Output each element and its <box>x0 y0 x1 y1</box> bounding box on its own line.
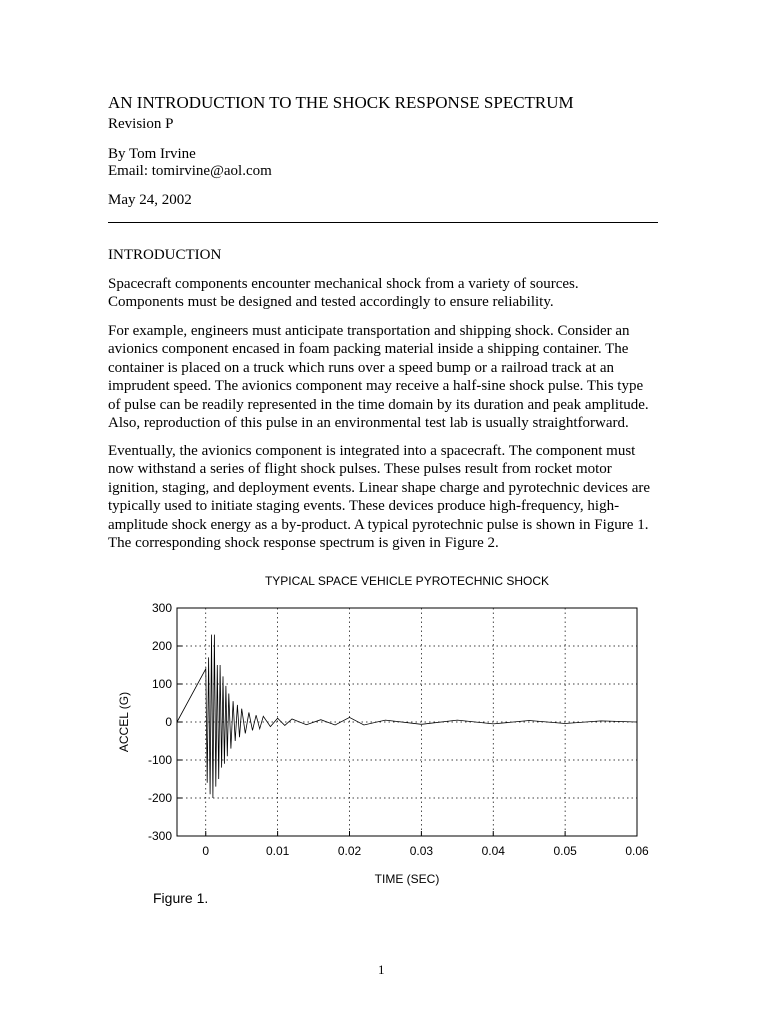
x-tick-label: 0.02 <box>337 844 362 858</box>
paragraph-line: Spacecraft components encounter mechanical shock from a variety of sources. <box>108 276 579 292</box>
paragraph-line: amplitude shock energy as a by-product. A typical pyrotechnic pulse is shown in Figure 1. <box>108 516 649 533</box>
x-tick-label: 0 <box>202 844 210 858</box>
y-tick-label: 300 <box>151 601 172 615</box>
email-line: Email: tomirvine@aol.com <box>108 163 272 179</box>
y-tick-label: -200 <box>147 791 172 805</box>
paragraph-line: typically used to initiate staging events. These devices produce high-frequency, high- <box>108 498 620 515</box>
header-rule <box>108 222 658 223</box>
paragraph-2 <box>108 322 668 432</box>
paragraph-line: imprudent speed. The avionics component may receive a half-sine shock pulse. This type <box>108 378 644 395</box>
chart-title: TYPICAL SPACE VEHICLE PYROTECHNIC SHOCK <box>264 574 550 588</box>
document-title: AN INTRODUCTION TO THE SHOCK RESPONSE SPECTRUM <box>108 93 574 112</box>
paragraph-line: The corresponding shock response spectrum is given in Figure 2. <box>108 535 499 552</box>
revision-label: Revision P <box>108 116 174 132</box>
y-tick-label: -300 <box>147 829 172 843</box>
x-tick-label: 0.05 <box>553 844 577 858</box>
figure-1-chart <box>100 565 660 895</box>
paragraph-line: avionics component encased in foam packing material inside a shipping container. The <box>108 341 629 358</box>
x-axis-label: TIME (SEC) <box>374 872 440 886</box>
figure-caption: Figure 1. <box>153 890 209 906</box>
author-line: By Tom Irvine <box>108 146 196 162</box>
paragraph-1 <box>108 275 668 312</box>
y-tick-label: 100 <box>151 677 172 691</box>
paragraph-line: container is placed on a truck which runs over a speed bump or a railroad track at an <box>108 359 615 376</box>
x-tick-label: 0.04 <box>481 844 505 858</box>
paragraph-line: now withstand a series of flight shock pulses. These pulses result from rocket motor <box>108 461 612 478</box>
paragraph-line: Components must be designed and tested accordingly to ensure reliability. <box>108 294 554 311</box>
paragraph-line: Also, reproduction of this pulse in an environmental test lab is usually straightforward. <box>108 415 629 432</box>
section-heading: INTRODUCTION <box>108 247 222 263</box>
shock-time-history-plot <box>100 565 660 895</box>
date-line: May 24, 2002 <box>108 192 192 208</box>
paragraph-line: of pulse can be readily represented in the time domain by its duration and peak amplitude. <box>108 396 649 413</box>
y-axis-label: ACCEL (G) <box>117 691 131 753</box>
paragraph-line: For example, engineers must anticipate transportation and shipping shock. Consider an <box>108 323 630 339</box>
x-tick-label: 0.03 <box>409 844 434 858</box>
page-number: 1 <box>378 962 385 977</box>
paragraph-line: ignition, staging, and deployment events. Linear shape charge and pyrotechnic devices are <box>108 479 651 496</box>
y-tick-label: 0 <box>165 715 172 729</box>
paragraph-line: Eventually, the avionics component is integrated into a spacecraft. The component must <box>108 443 636 459</box>
y-tick-label: 200 <box>151 639 172 653</box>
x-tick-label: 0.06 <box>625 844 649 858</box>
x-tick-label: 0.01 <box>265 844 290 858</box>
series-line <box>177 635 637 798</box>
paragraph-3 <box>108 442 668 552</box>
y-tick-label: -100 <box>147 753 172 767</box>
